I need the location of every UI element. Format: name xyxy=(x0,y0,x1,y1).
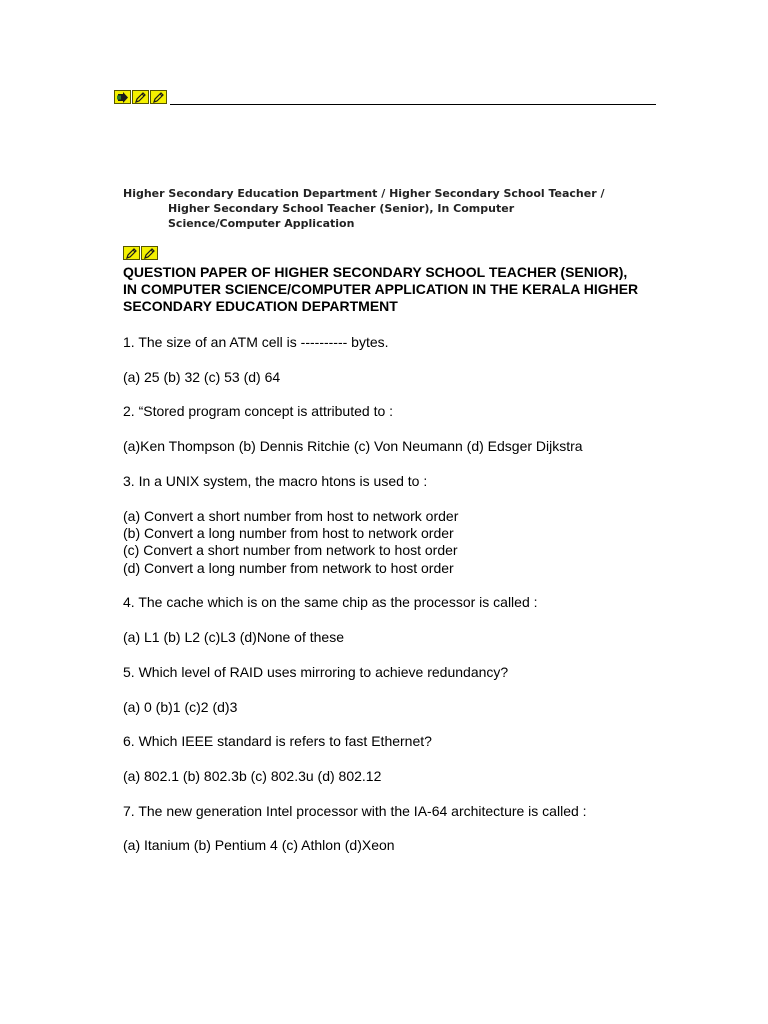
option-line: (c) Convert a short number from network to host order xyxy=(123,542,458,559)
next-page-icon[interactable] xyxy=(114,90,131,104)
breadcrumb xyxy=(123,186,643,231)
question-options: (a) L1 (b) L2 (c)L3 (d)None of these xyxy=(123,629,344,646)
option-line: (a) Convert a short number from host to network order xyxy=(123,507,459,524)
question-text: 3. In a UNIX system, the macro htons is used to : xyxy=(123,472,428,489)
pencil-edit-icon[interactable] xyxy=(150,90,167,104)
horizontal-rule xyxy=(170,104,656,105)
question-options: (a) Itanium (b) Pentium 4 (c) Athlon (d)Xeon xyxy=(123,837,395,854)
option-line: (b) Convert a long number from host to network order xyxy=(123,524,454,541)
question-options: (a) 802.1 (b) 802.3b (c) 802.3u (d) 802.12 xyxy=(123,767,382,784)
question-options xyxy=(123,508,683,578)
pencil-edit-icon[interactable] xyxy=(123,246,140,260)
question-text: 5. Which level of RAID uses mirroring to achieve redundancy? xyxy=(123,663,509,680)
question-list xyxy=(123,334,683,872)
breadcrumb-line: Higher Secondary School Teacher (Senior), In Computer xyxy=(168,202,515,215)
question-text: 7. The new generation Intel processor with the IA-64 architecture is called : xyxy=(123,802,587,819)
breadcrumb-line: Science/Computer Application xyxy=(168,217,355,230)
option-line: (d) Convert a long number from network to host order xyxy=(123,559,454,576)
question-options: (a) 0 (b)1 (c)2 (d)3 xyxy=(123,698,238,715)
question-text: 4. The cache which is on the same chip as the processor is called : xyxy=(123,594,538,611)
question-text: 2. “Stored program concept is attributed to : xyxy=(123,403,394,420)
toolbar xyxy=(114,90,656,105)
question-options: (a) 25 (b) 32 (c) 53 (d) 64 xyxy=(123,368,281,385)
edit-icons xyxy=(123,246,158,260)
question-options: (a)Ken Thompson (b) Dennis Ritchie (c) Von Neumann (d) Edsger Dijkstra xyxy=(123,438,583,455)
document-title: QUESTION PAPER OF HIGHER SECONDARY SCHOOL TEACHER (SENIOR), IN COMPUTER SCIENCE/COMPUTER APPLICATION IN THE KERALA HIGHER SECONDARY EDUCATION DEPARTMENT xyxy=(123,264,639,314)
question-text: 1. The size of an ATM cell is ---------- bytes. xyxy=(123,334,389,350)
pencil-edit-icon[interactable] xyxy=(132,90,149,104)
question-text: 6. Which IEEE standard is refers to fast Ethernet? xyxy=(123,733,432,750)
pencil-edit-icon[interactable] xyxy=(141,246,158,260)
breadcrumb-line: Higher Secondary Education Department / Higher Secondary School Teacher / xyxy=(123,187,605,200)
toolbar-icons xyxy=(114,90,167,104)
